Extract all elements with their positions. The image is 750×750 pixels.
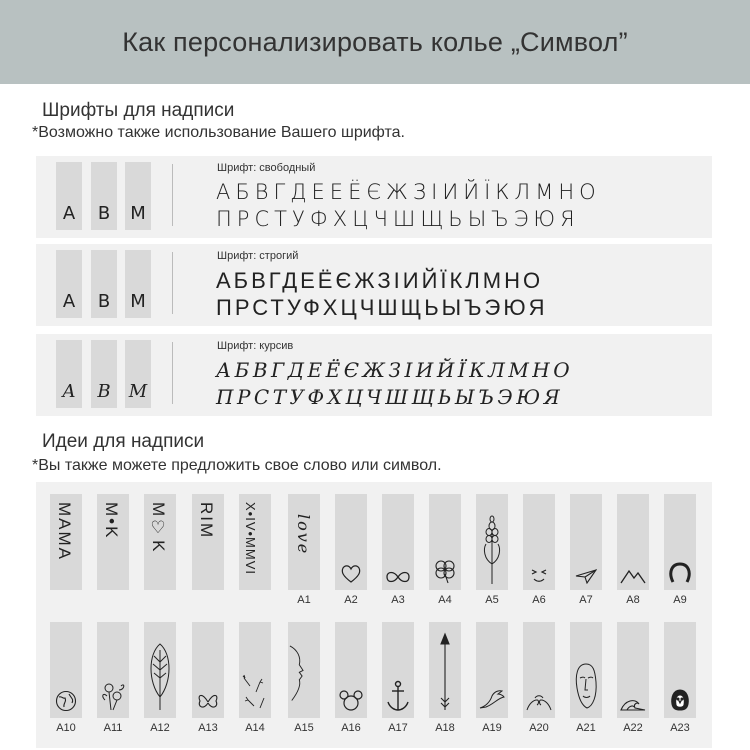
arrow-icon [438, 632, 452, 712]
idea-a10: A10 [50, 622, 82, 718]
clover-icon [433, 558, 457, 584]
idea-a18: A18 [429, 622, 461, 718]
idea-a5: A5 [476, 494, 508, 590]
sample-tag-m: M [125, 162, 151, 230]
butterfly-icon [196, 692, 220, 712]
flowers-icon [99, 678, 127, 712]
ideas-section-title: Идеи для надписи [42, 431, 205, 452]
divider [172, 164, 173, 226]
font-panel-strict [36, 244, 712, 326]
idea-a12: A12 [144, 622, 176, 718]
font-label: Шрифт: курсив [217, 340, 294, 352]
word-tag-mama: MAMA [50, 494, 82, 590]
idea-a19: A19 [476, 622, 508, 718]
sample-tag-a: A [56, 250, 82, 318]
mountains-icon [620, 568, 646, 584]
fonts-section-note: *Возможно также использование Вашего шрифта. [32, 124, 405, 141]
horseshoe-icon [669, 562, 691, 584]
font-label: Шрифт: свободный [217, 162, 316, 174]
word-tag-date: X•IV•MMVI [239, 494, 271, 590]
sample-tag-b: B [91, 250, 117, 318]
header-banner [0, 0, 750, 84]
divider [172, 252, 173, 314]
globe-icon [55, 690, 77, 712]
face-line-icon [573, 662, 599, 712]
wave-icon [619, 696, 647, 712]
sample-tag-a: A [56, 340, 82, 408]
idea-a2: A2 [335, 494, 367, 590]
idea-a9: A9 [664, 494, 696, 590]
idea-a4: A4 [429, 494, 461, 590]
idea-a20: A20 [523, 622, 555, 718]
alphabet-line-1: АБВГДЕЁЄЖЗІИЙЇКЛМНО [216, 358, 574, 382]
idea-a21: A21 [570, 622, 602, 718]
font-panel-free [36, 156, 712, 238]
idea-a6: A6 [523, 494, 555, 590]
sample-tag-a: A [56, 162, 82, 230]
idea-a16: A16 [335, 622, 367, 718]
divider [172, 342, 173, 404]
ideas-panel [36, 482, 712, 748]
page-title: Как персонализировать колье „Символ” [122, 26, 628, 57]
alphabet-line-2: ПРСТУФХЦЧШЩЬЫЪЭЮЯ [216, 207, 580, 231]
anchor-icon [386, 680, 410, 712]
font-panel-cursive [36, 334, 712, 416]
sample-tag-m: M [125, 340, 151, 408]
idea-a22: A22 [617, 622, 649, 718]
font-label: Шрифт: строгий [217, 250, 299, 262]
idea-a13: A13 [192, 622, 224, 718]
alphabet-line-1: АБВГДЕЁЄЖЗІИЙЇКЛМНО [216, 268, 544, 293]
word-tag-rim: RIM [192, 494, 224, 590]
idea-a3: A3 [382, 494, 414, 590]
alphabet-line-2: ПРСТУФХЦЧШЩЬЫЪЭЮЯ [216, 385, 564, 409]
infinity-icon [384, 570, 412, 584]
love-script-icon: love [294, 514, 313, 556]
swallow-icon [478, 688, 506, 712]
word-tag-mk-heart: M♡K [144, 494, 176, 590]
sample-tag-b: B [91, 340, 117, 408]
idea-a1: love A1 [288, 494, 320, 590]
penguin-icon [668, 688, 692, 712]
ideas-section-note: *Вы также можете предложить свое слово или символ. [32, 457, 442, 474]
idea-a11: A11 [97, 622, 129, 718]
sample-tag-b: B [91, 162, 117, 230]
alphabet-line-1: АБВГДЕЕЁЄЖЗІИЙЇКЛМНО [216, 180, 601, 204]
sample-tag-m: M [125, 250, 151, 318]
idea-a7: A7 [570, 494, 602, 590]
mouse-ears-icon [339, 690, 363, 712]
idea-a15: A15 [288, 622, 320, 718]
pinky-promise-icon [525, 694, 553, 712]
idea-a14: A14 [239, 622, 271, 718]
heart-icon [340, 564, 362, 584]
kiss-profile-icon [288, 642, 320, 712]
dandelion-seeds-icon [240, 672, 270, 712]
fonts-section-title: Шрифты для надписи [42, 100, 235, 121]
idea-a23: A23 [664, 622, 696, 718]
lavender-icon [478, 514, 506, 584]
idea-a17: A17 [382, 622, 414, 718]
idea-a8: A8 [617, 494, 649, 590]
word-tag-mk: M•K [97, 494, 129, 590]
paper-plane-icon [575, 568, 597, 584]
alphabet-line-2: ПРСТУФХЦЧШЩЬЫЪЭЮЯ [216, 295, 548, 320]
smiley-icon [528, 566, 550, 584]
leaf-icon [147, 642, 173, 712]
